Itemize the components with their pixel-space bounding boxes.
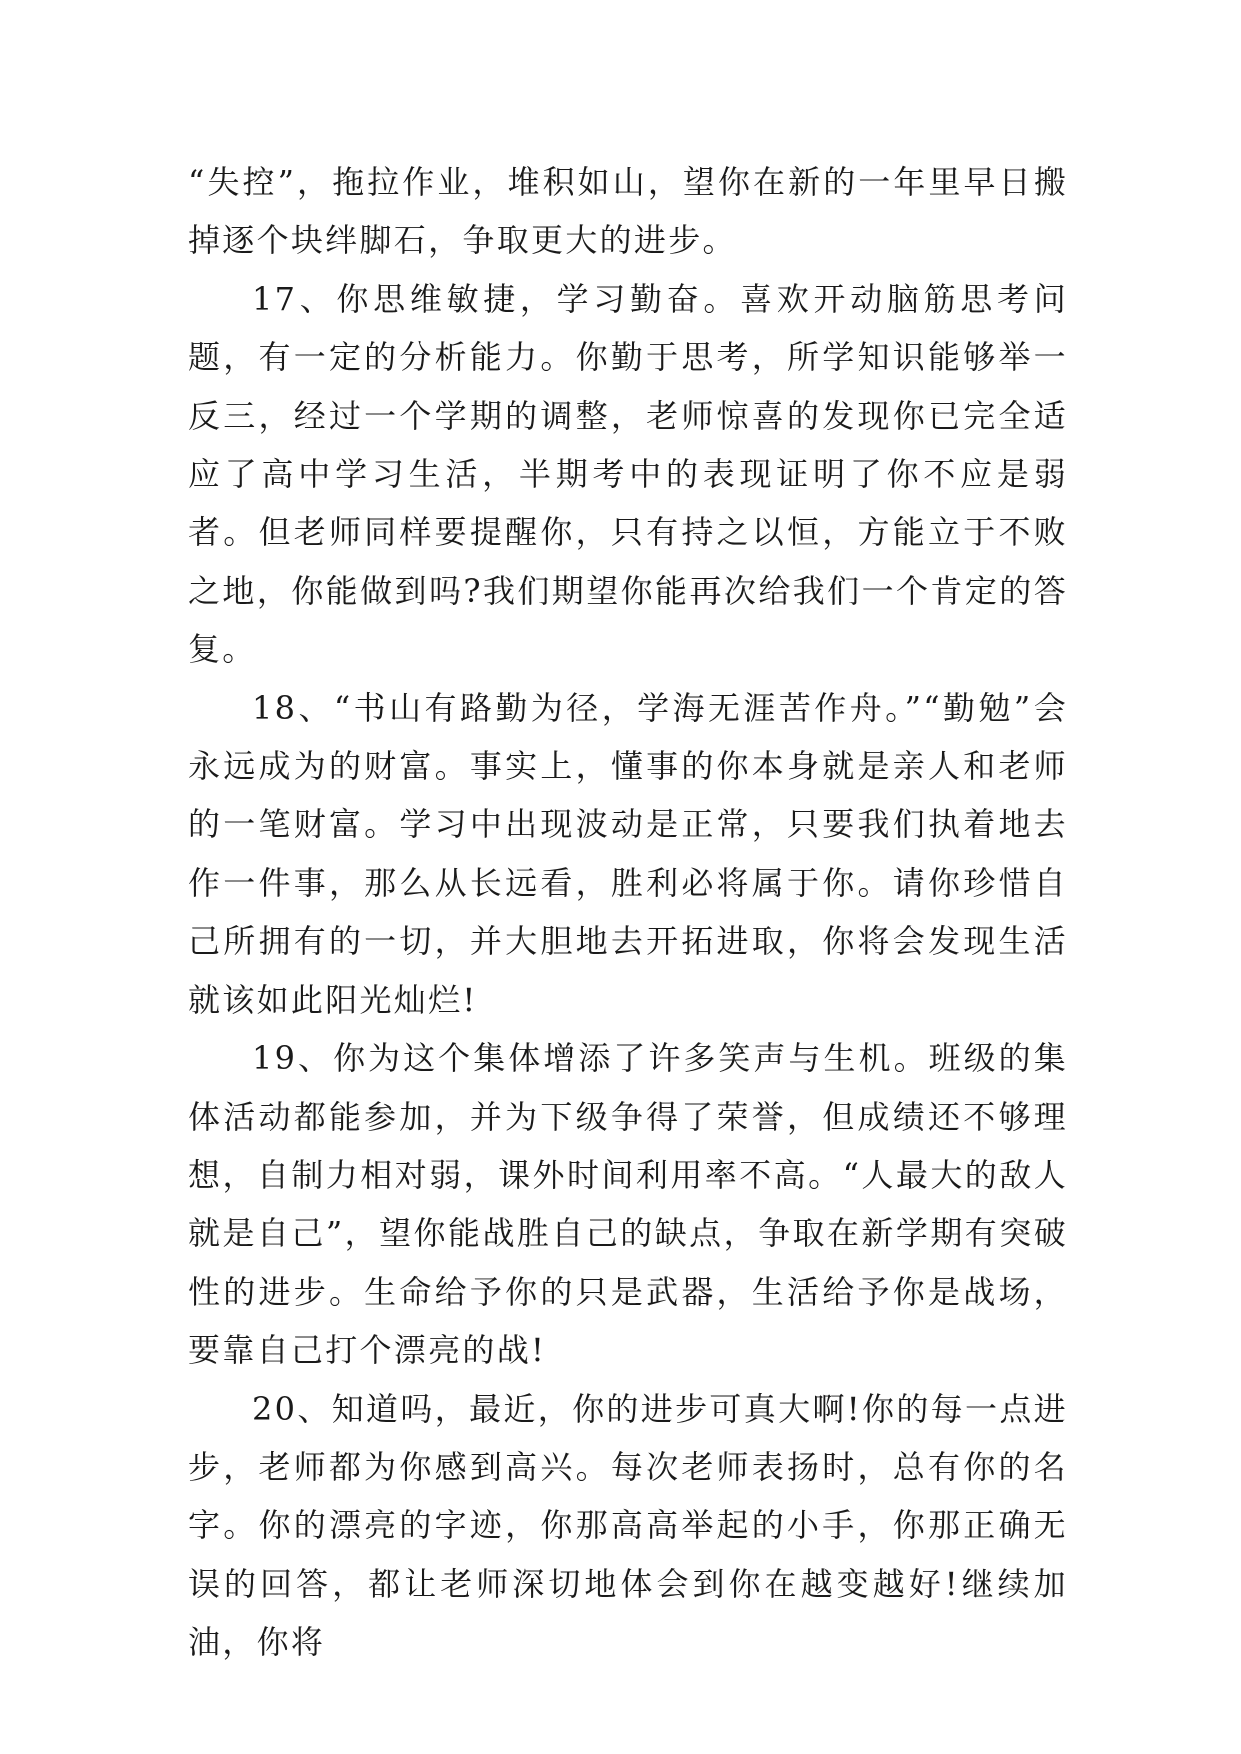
document-body [188, 153, 1068, 1672]
paragraph-16-continuation: “失控”，拖拉作业，堆积如山，望你在新的一年里早日搬掉逐个块绊脚石，争取更大的进步。 [188, 163, 1068, 260]
paragraph-19: 19、你为这个集体增添了许多笑声与生机。班级的集体活动都能参加，并为下级争得了荣誉，但成绩还不够理想，自制力相对弱，课外时间利用率不高。“人最大的敌人就是自己”，望你能战胜自己的缺点，争取在新学期有突破性的进步。生命给予你的只是武器，生活给予你是战场，要靠自己打个漂亮的战! [188, 1039, 1068, 1370]
paragraph-20: 20、知道吗，最近，你的进步可真大啊!你的每一点进步，老师都为你感到高兴。每次老师表扬时，总有你的名字。你的漂亮的字迹，你那高高举起的小手，你那正确无误的回答，都让老师深切地体会到你在越变越好!继续加油，你将 [188, 1389, 1068, 1662]
paragraph-18: 18、“书山有路勤为径，学海无涯苦作舟。”“勤勉”会永远成为的财富。事实上，懂事的你本身就是亲人和老师的一笔财富。学习中出现波动是正常，只要我们执着地去作一件事，那么从长远看，胜利必将属于你。请你珍惜自己所拥有的一切，并大胆地去开拓进取，你将会发现生活就该如此阳光灿烂! [188, 688, 1068, 1019]
paragraph-17: 17、你思维敏捷，学习勤奋。喜欢开动脑筋思考问题，有一定的分析能力。你勤于思考，所学知识能够举一反三，经过一个学期的调整，老师惊喜的发现你已完全适应了高中学习生活，半期考中的表现证明了你不应是弱者。但老师同样要提醒你，只有持之以恒，方能立于不败之地，你能做到吗?我们期望你能再次给我们一个肯定的答复。 [188, 279, 1068, 669]
